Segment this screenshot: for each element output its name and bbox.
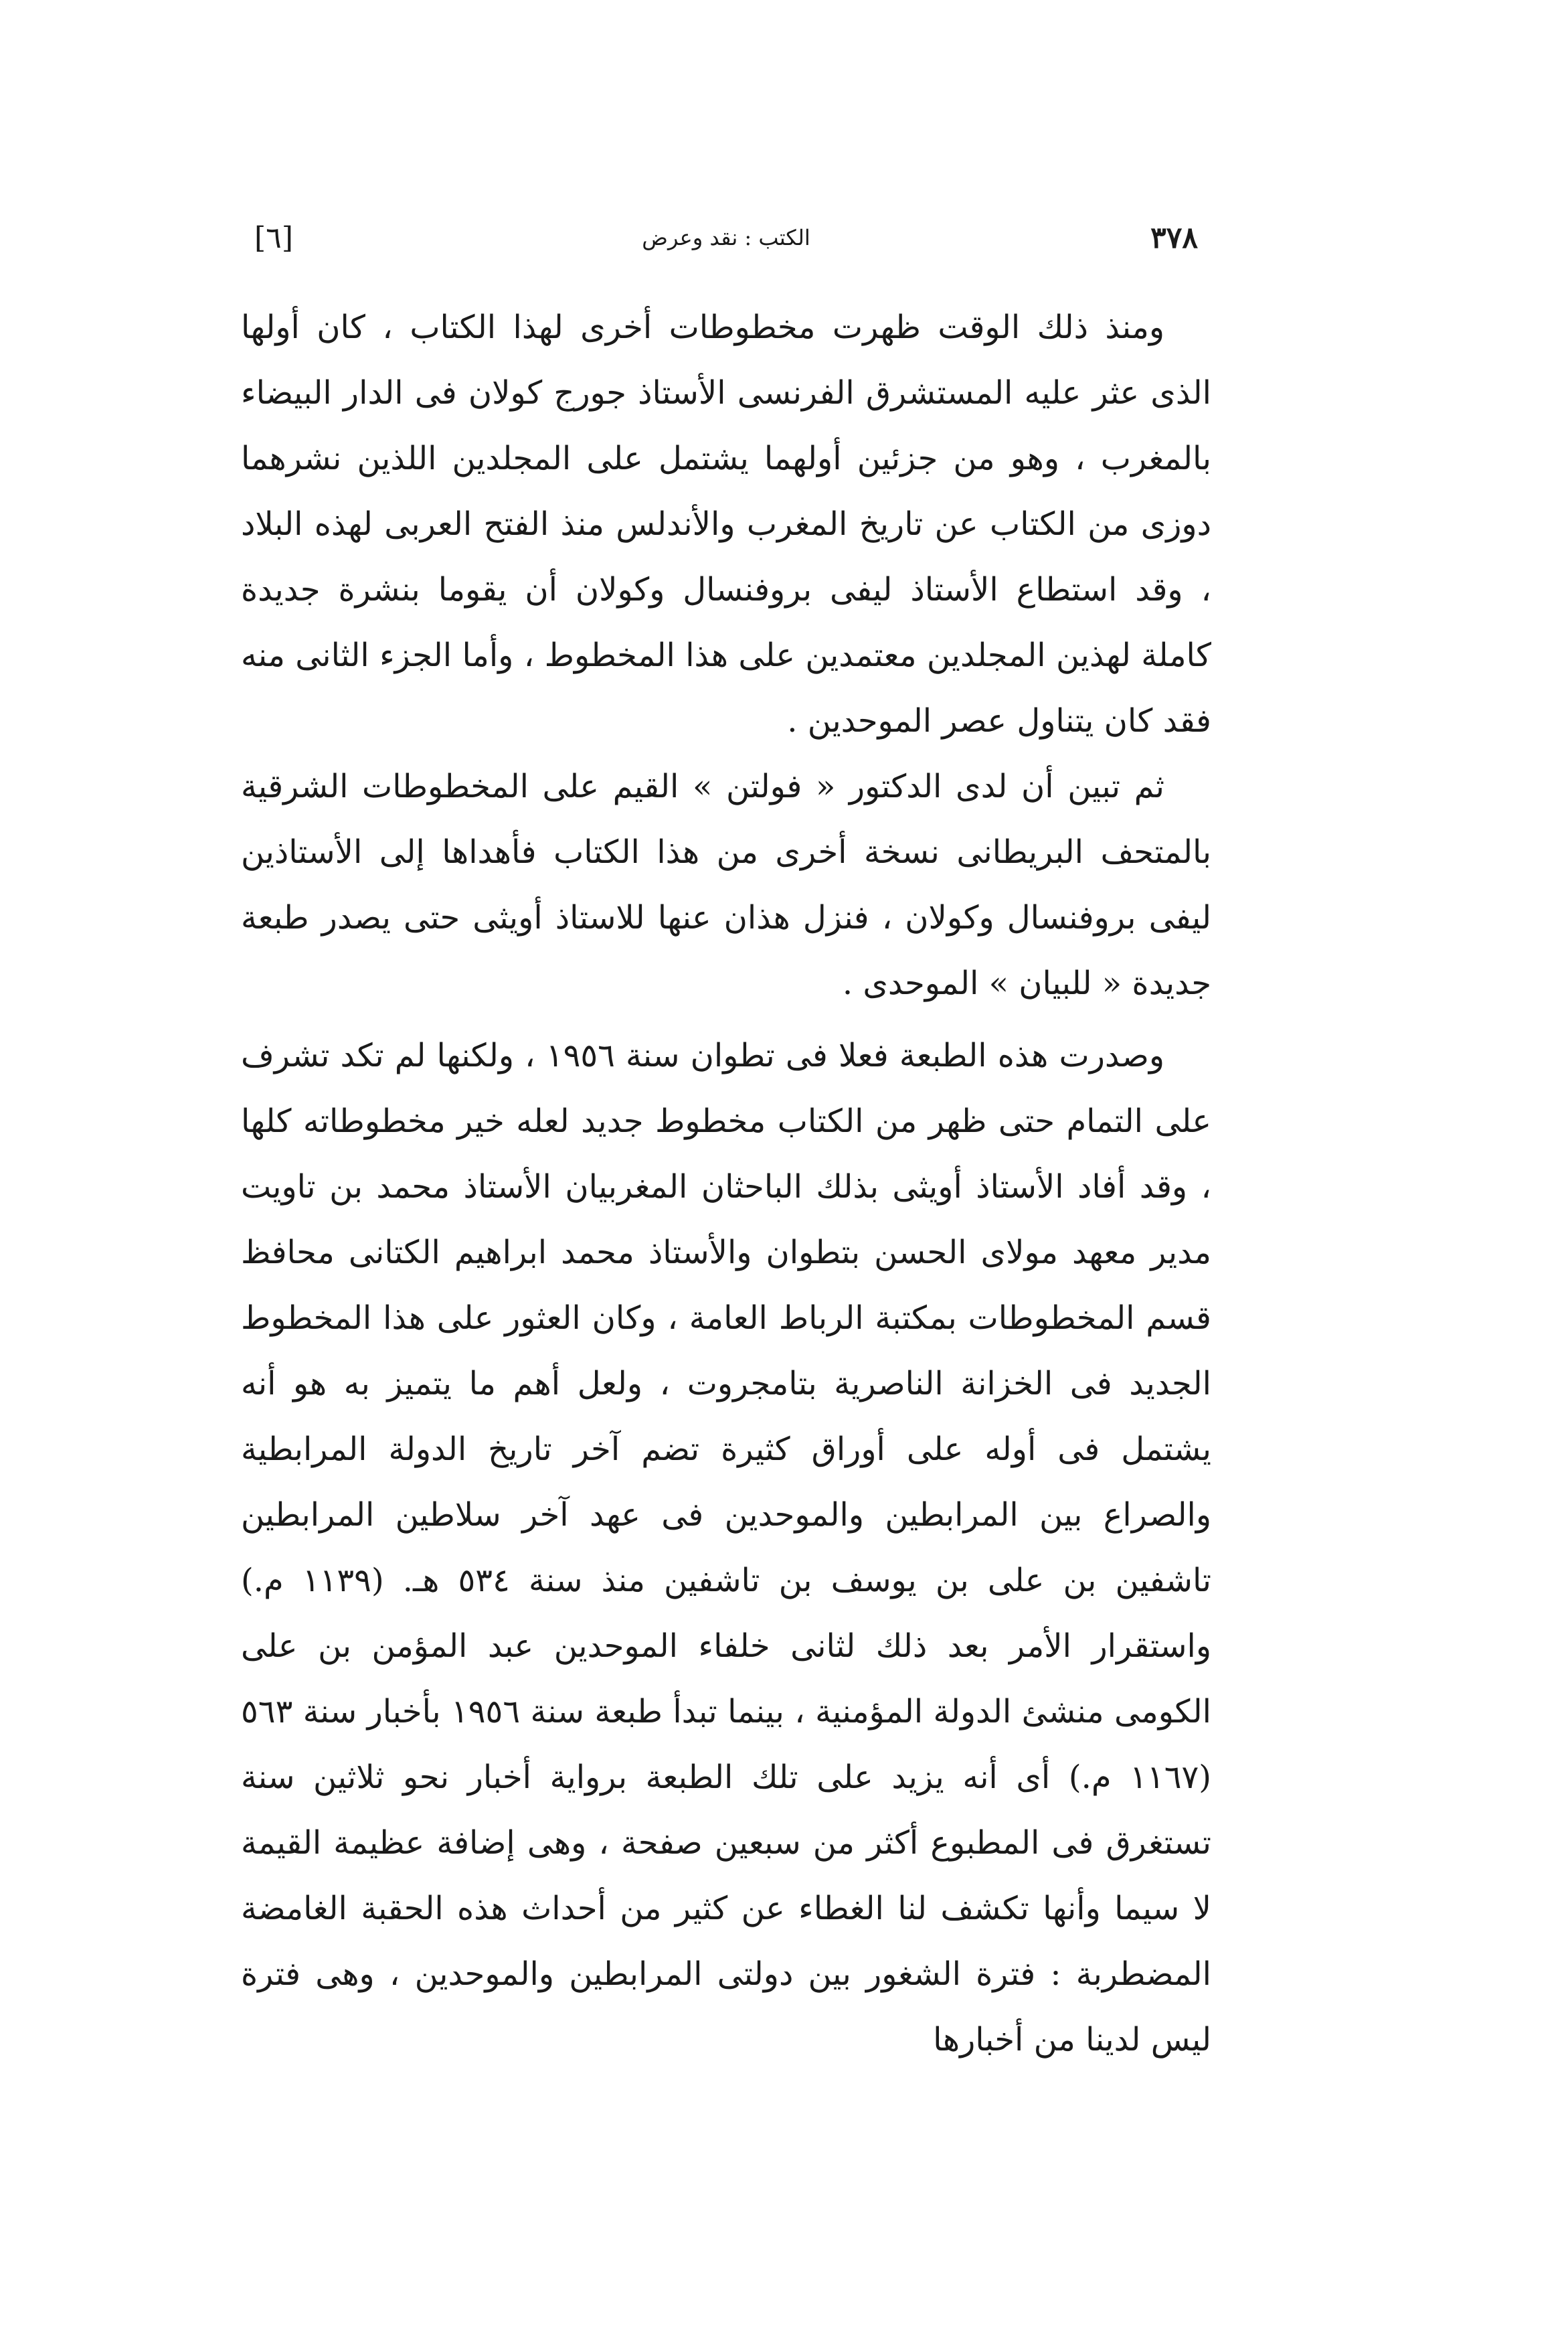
paragraph: ثم تبين أن لدى الدكتور « فولتن » القيم على المخطوطات الشرقية بالمتحف البريطانى نسخة أخرى من هذا الكتاب فأهداها إلى الأستاذين ليفى بروفنسال وكولان ، فنزل هذان عنها للاستاذ أويثى حتى يصدر طبعة جديدة « للبيان » الموحدى . [241, 768, 1211, 1002]
section-mark: [٦] [254, 221, 293, 255]
page-number: ٣٧٨ [1150, 221, 1198, 255]
body-text [241, 295, 1211, 2073]
paragraph: وصدرت هذه الطبعة فعلا فى تطوان سنة ١٩٥٦ ، ولكنها لم تكد تشرف على التمام حتى ظهر من الكتاب مخطوط جديد لعله خير مخطوطاته كلها ، وقد أفاد الأستاذ أويثى بذلك الباحثان المغربيان الأستاذ محمد بن تاويت مدير معهد مولاى الحسن بتطوان والأستاذ محمد ابراهيم الكتانى محافظ قسم المخطوطات بمكتبة الرباط العامة ، وكان العثور على هذا المخطوط الجديد فى الخزانة الناصرية بتامجروت ، ولعل أهم ما يتميز به هو أنه يشتمل فى أوله على أوراق كثيرة تضم آخر تاريخ الدولة المرابطية والصراع بين المرابطين والموحدين فى عهد آخر سلاطين المرابطين تاشفين بن على بن يوسف بن تاشفين منذ سنة ٥٣٤ هـ. (١١٣٩ م.) واستقرار الأمر بعد ذلك لثانى خلفاء الموحدين عبد المؤمن بن على الكومى منشئ الدولة المؤمنية ، بينما تبدأ طبعة سنة ١٩٥٦ بأخبار سنة ٥٦٣ (١١٦٧ م.) أى أنه يزيد على تلك الطبعة برواية أخبار نحو ثلاثين سنة تستغرق فى المطبوع أكثر من سبعين صفحة ، وهى إضافة عظيمة القيمة لا سيما وأنها تكشف لنا الغطاء عن كثير من أحداث هذه الحقبة الغامضة المضطربة : فترة الشغور بين دولتى المرابطين والموحدين ، وهى فترة ليس لدينا من أخبارها [241, 1037, 1212, 2058]
running-title: الكتب : نقد وعرض [642, 225, 810, 250]
paragraph: ومنذ ذلك الوقت ظهرت مخطوطات أخرى لهذا الكتاب ، كان أولها الذى عثر عليه المستشرق الفرنسى الأستاذ جورج كولان فى الدار البيضاء بالمغرب ، وهو من جزئين أولهما يشتمل على المجلدين اللذين نشرهما دوزى من الكتاب عن تاريخ المغرب والأندلس منذ الفتح العربى لهذه البلاد ، وقد استطاع الأستاذ ليفى بروفنسال وكولان أن يقوما بنشرة جديدة كاملة لهذين المجلدين معتمدين على هذا المخطوط ، وأما الجزء الثانى منه فقد كان يتناول عصر الموحدين . [241, 309, 1211, 740]
running-header [254, 221, 1198, 268]
